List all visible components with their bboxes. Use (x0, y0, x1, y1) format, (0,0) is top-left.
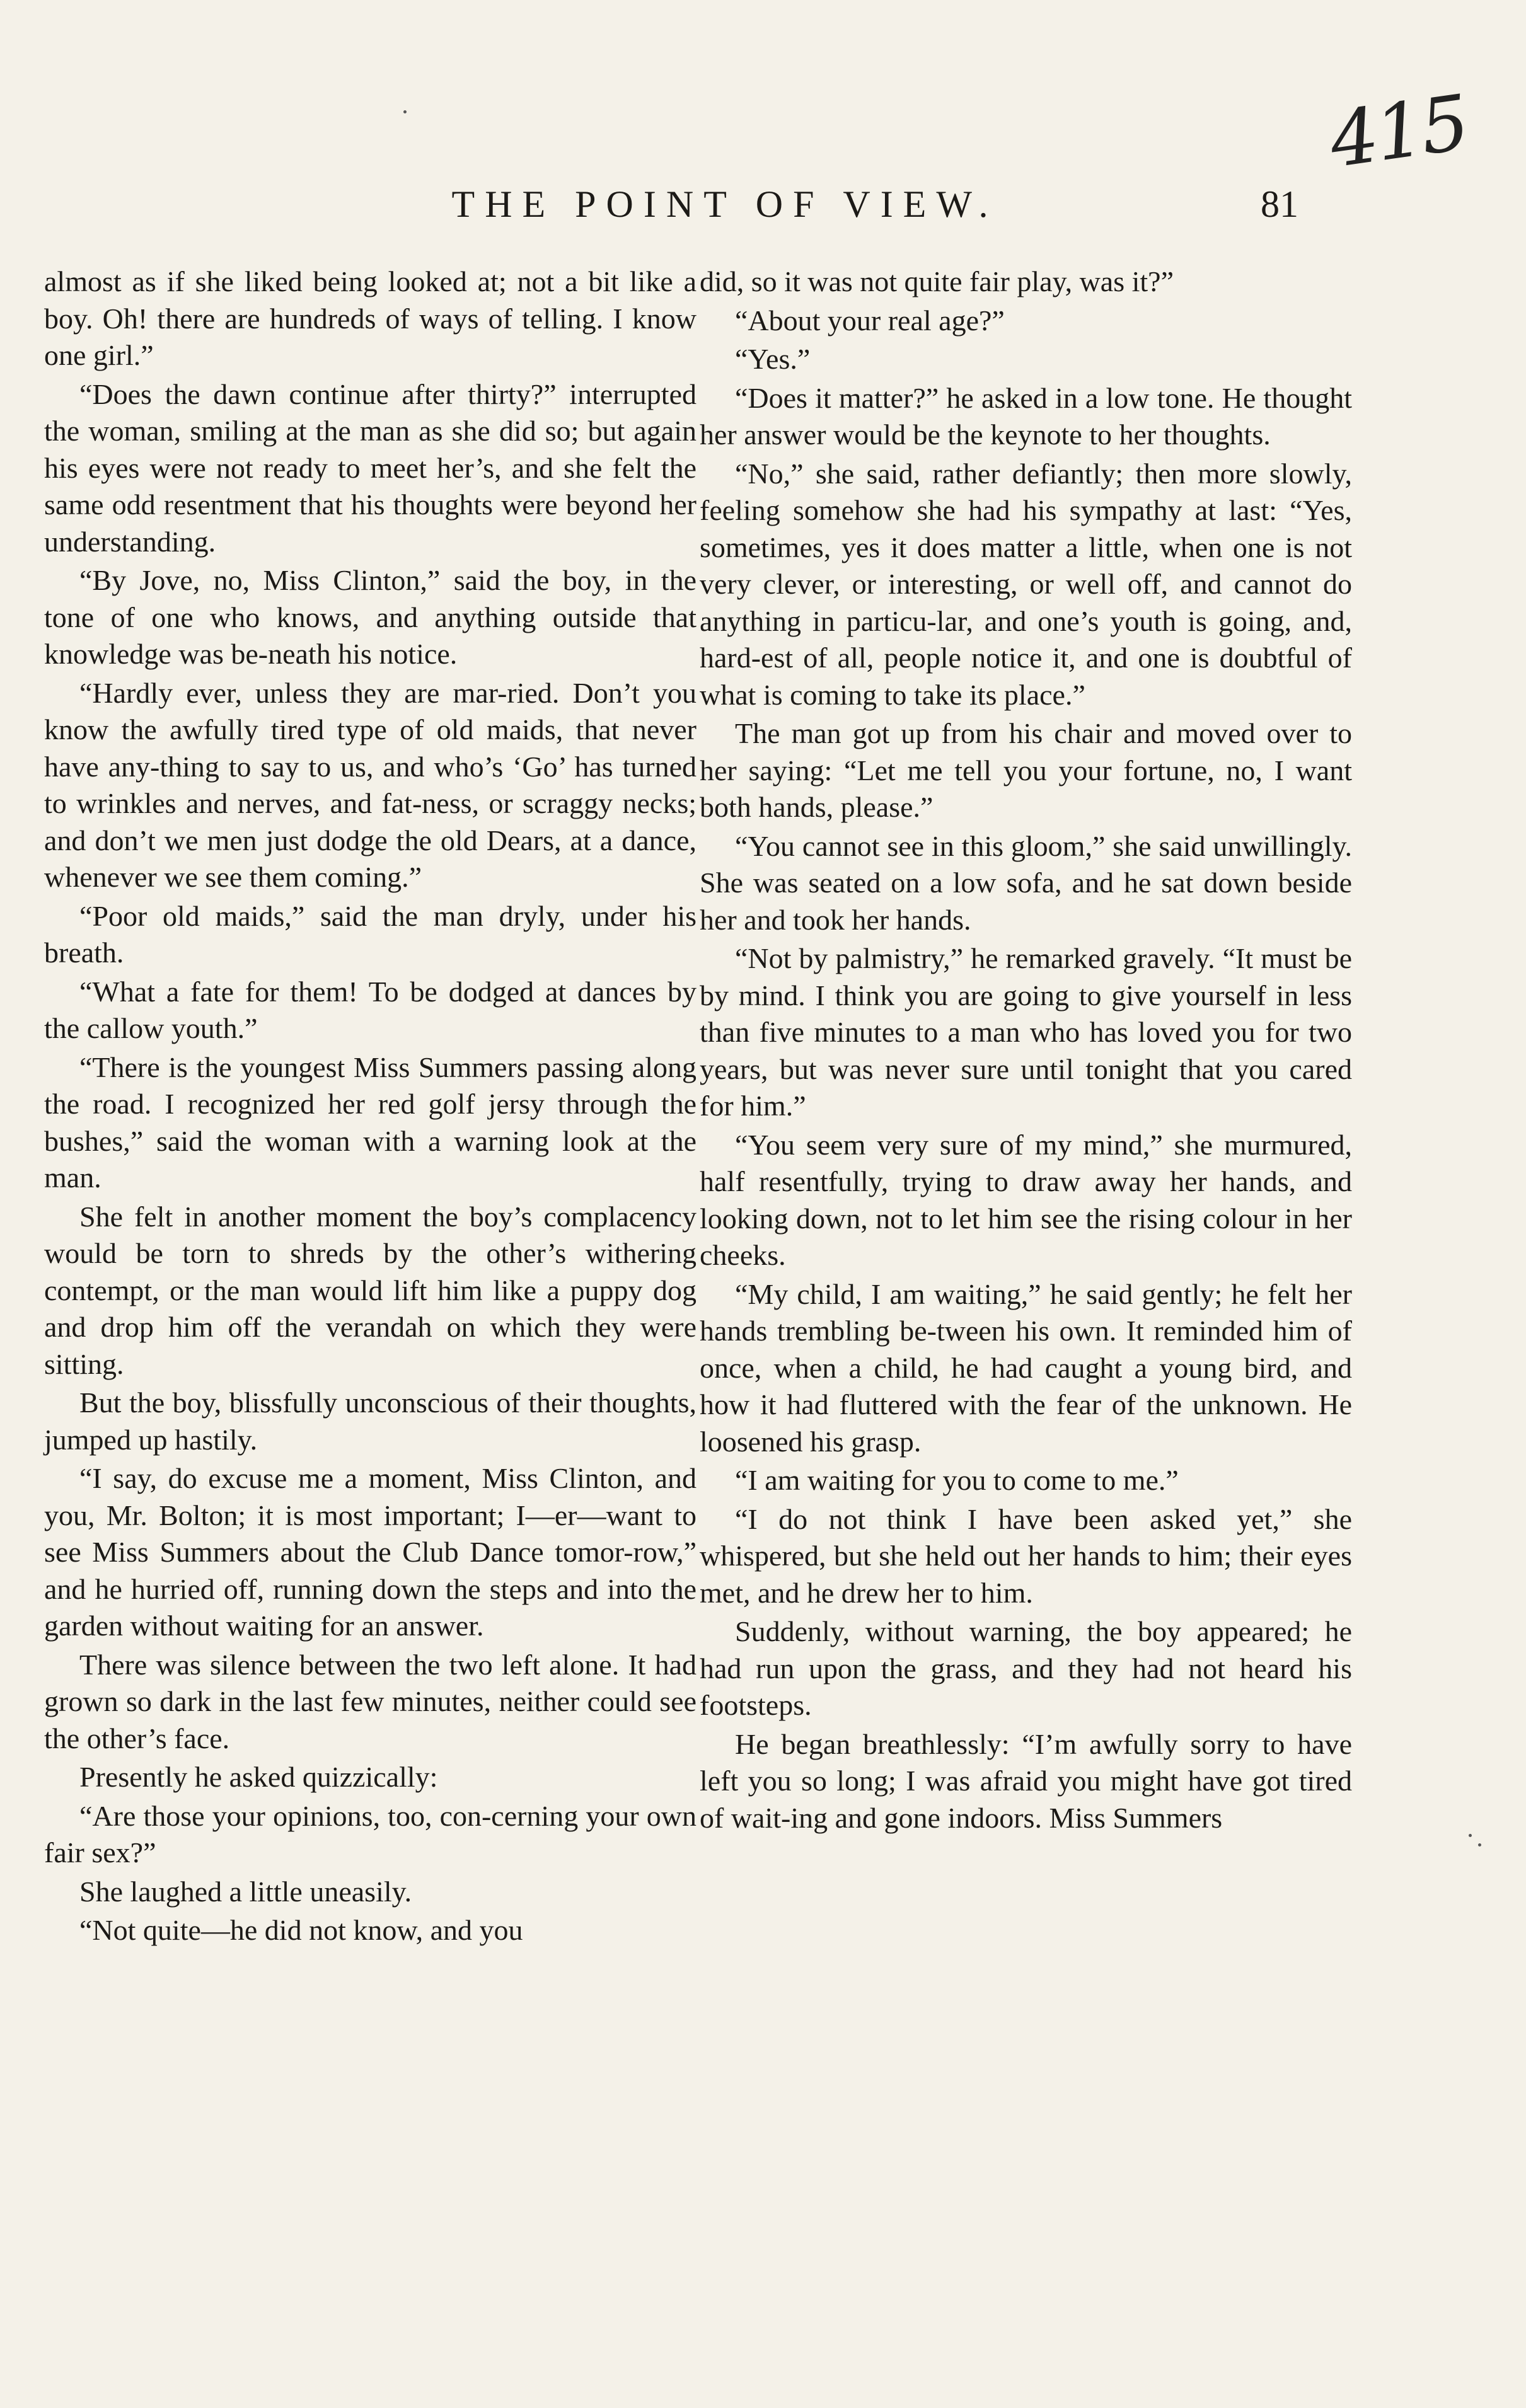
scan-speck (403, 110, 407, 113)
paragraph: There was silence between the two left alone. It had grown so dark in the last few minutes, neither could see the other’s face. (44, 1648, 697, 1754)
paragraph: “By Jove, no, Miss Clinton,” said the boy, in the tone of one who knows, and anything outside that knowledge was be-neath his notice. (44, 564, 697, 670)
running-head: THE POINT OF VIEW. (451, 183, 998, 225)
handwritten-page-annotation: 415 (1324, 79, 1472, 185)
paragraph: “I do not think I have been asked yet,” she whispered, but she held out her hands to him; their eyes met, and he drew her to him. (700, 1502, 1352, 1609)
left-column (44, 263, 697, 1951)
paragraph: “Yes.” (735, 343, 811, 375)
paragraph: “You cannot see in this gloom,” she said unwillingly. She was seated on a low sofa, and he sat down beside her and took her hands. (700, 829, 1352, 936)
paragraph: “No,” she said, rather defiantly; then more slowly, feeling somehow she had his sympathy at last: “Yes, sometimes, yes it does matter a little, when one is not very clever, or interesting, or well off, and cannot do anything in particu-lar, and one’s youth is going, and, hard-est of all, people notice it, and one is doubtful of what is coming to take its place.” (700, 457, 1352, 711)
paragraph: Suddenly, without warning, the boy appeared; he had run upon the grass, and they had not heard his footsteps. (700, 1615, 1352, 1721)
scan-speck (1469, 1834, 1472, 1837)
paragraph: “What a fate for them! To be dodged at dances by the callow youth.” (44, 975, 697, 1044)
paragraph: She laughed a little uneasily. (79, 1875, 412, 1908)
paragraph: “Not quite—he did not know, and you (79, 1914, 523, 1946)
paragraph: She felt in another moment the boy’s complacency would be torn to shreds by the other’s withering contempt, or the man would lift him like a puppy dog and drop him off the verandah on which they were sitting. (44, 1200, 697, 1380)
paragraph: “Are those your opinions, too, con-cerning your own fair sex?” (44, 1799, 697, 1869)
paragraph: “Does the dawn continue after thirty?” interrupted the woman, smiling at the man as she did so; but again his eyes were not ready to meet her’s, and she felt the same odd resentment that his thoughts were beyond her understanding. (44, 377, 697, 558)
paragraph: He began breathlessly: “I’m awfully sorry to have left you so long; I was afraid you might have got tired of wait-ing and gone indoors. Miss Summers (700, 1727, 1352, 1834)
paragraph: “You seem very sure of my mind,” she murmured, half resentfully, trying to draw away her hands, and looking down, not to let him see the rising colour in her cheeks. (700, 1128, 1352, 1271)
right-column (700, 263, 1352, 1838)
paragraph: “My child, I am waiting,” he said gently; he felt her hands trembling be-tween his own. It reminded him of once, when a child, he had caught a young bird, and how it had fluttered with the fear of the unknown. He loosened his grasp. (700, 1277, 1352, 1458)
paragraph: almost as if she liked being looked at; not a bit like a boy. Oh! there are hundreds of ways of telling. I know one girl.” (44, 265, 697, 371)
paragraph: “Hardly ever, unless they are mar-ried. Don’t you know the awfully tired type of old maids, that never have any-thing to say to us, and who’s ‘Go’ has turned to wrinkles and nerves, and fat-ness, or scraggy necks; and don’t we men just dodge the old Dears, at a dance, whenever we see them coming.” (44, 676, 697, 893)
scan-speck (1478, 1843, 1481, 1846)
paragraph: did, so it was not quite fair play, was it?” (700, 265, 1174, 297)
paragraph: But the boy, blissfully unconscious of their thoughts, jumped up hastily. (44, 1386, 697, 1456)
paragraph: Presently he asked quizzically: (79, 1761, 438, 1793)
paragraph: “Not by palmistry,” he remarked gravely. “It must be by mind. I think you are going to give yourself in less than five minutes to a man who has loved you for two years, but was never sure until tonight that you cared for him.” (700, 942, 1352, 1122)
paragraph: “Does it matter?” he asked in a low tone. He thought her answer would be the keynote to her thoughts. (700, 381, 1352, 451)
paragraph: “Poor old maids,” said the man dryly, under his breath. (44, 899, 697, 969)
paragraph: “I am waiting for you to come to me.” (735, 1464, 1179, 1496)
paragraph: “I say, do excuse me a moment, Miss Clinton, and you, Mr. Bolton; it is most important; I—er—want to see Miss Summers about the Club Dance tomor-row,” and he hurried off, running down the steps and into the garden without waiting for an answer. (44, 1462, 697, 1642)
paragraph: The man got up from his chair and moved over to her saying: “Let me tell you your fortune, no, I want both hands, please.” (700, 717, 1352, 823)
page-number: 81 (1261, 183, 1298, 225)
paragraph: “About your real age?” (735, 304, 1005, 337)
paragraph: “There is the youngest Miss Summers passing along the road. I recognized her red golf jersy through the bushes,” said the woman with a warning look at the man. (44, 1051, 697, 1194)
